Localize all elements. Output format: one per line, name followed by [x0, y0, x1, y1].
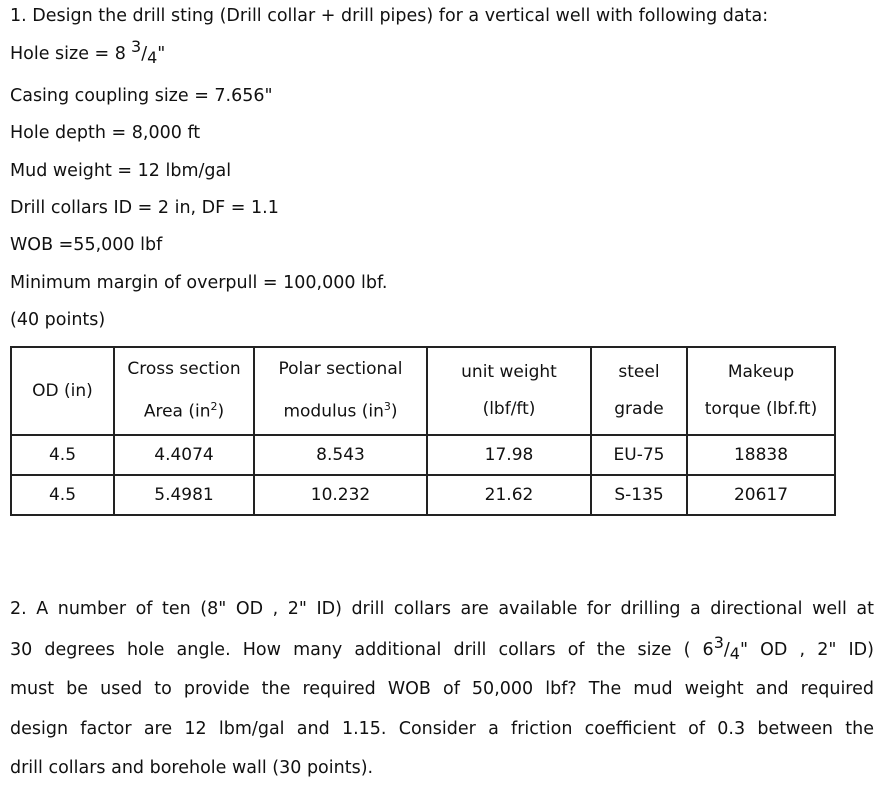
q2-line-2: 30 degrees hole angle. How many additional drill collars of the size ( 63/4" OD , 2" ID) — [10, 632, 874, 663]
table-row — [11, 435, 835, 475]
header-steel-grade: steel grade — [591, 347, 687, 435]
cell-modulus: 10.232 — [254, 475, 427, 515]
q2-line-5: drill collars and borehole wall (30 points). — [10, 758, 374, 778]
hole-size-frac-den: 4 — [147, 48, 158, 67]
cell-grade: S-135 — [591, 475, 687, 515]
header-unit-weight: unit weight (lbf/ft) — [427, 347, 591, 435]
hole-size-label: Hole size = 8 — [10, 44, 126, 64]
mud-weight: Mud weight = 12 lbm/gal — [10, 161, 232, 181]
q2-line-3: must be used to provide the required WOB of 50,000 lbf? The mud weight and required — [10, 679, 874, 699]
hole-size-frac-num: 3 — [131, 37, 142, 56]
header-makeup-torque: Makeup torque (lbf.ft) — [687, 347, 835, 435]
cell-area: 5.4981 — [114, 475, 254, 515]
cell-grade: EU-75 — [591, 435, 687, 475]
pipe-table — [10, 346, 836, 516]
cell-od: 4.5 — [11, 435, 114, 475]
header-cross-section: Cross section Area $(in^2)$ — [114, 347, 254, 435]
table-header-row — [11, 347, 835, 435]
hole-depth: Hole depth = 8,000 ft — [10, 123, 201, 143]
cell-od: 4.5 — [11, 475, 114, 515]
cell-area: 4.4074 — [114, 435, 254, 475]
hole-size — [10, 37, 166, 67]
drill-collars: Drill collars ID = 2 in, DF = 1.1 — [10, 198, 279, 218]
wob: WOB =55,000 lbf — [10, 235, 163, 255]
header-polar-modulus: Polar sectional modulus $(in^3)$ — [254, 347, 427, 435]
q2-line-1: 2. A number of ten (8" OD , 2" ID) drill collars are available for drilling a directional well at — [10, 599, 874, 619]
frac-slash: / — [141, 44, 148, 64]
q1-points: (40 points) — [10, 310, 106, 330]
q2-line-4: design factor are 12 lbm/gal and 1.15. Consider a friction coefficient of 0.3 between the — [10, 718, 874, 739]
cell-torque: 18838 — [687, 435, 835, 475]
overpull: Minimum margin of overpull = 100,000 lbf. — [10, 273, 388, 293]
hole-size-unit: " — [157, 44, 166, 64]
cell-torque: 20617 — [687, 475, 835, 515]
q1-title: 1. Design the drill sting (Drill collar + drill pipes) for a vertical well with following data: — [10, 6, 769, 26]
cell-unit-weight: 17.98 — [427, 435, 591, 475]
cell-modulus: 8.543 — [254, 435, 427, 475]
cell-unit-weight: 21.62 — [427, 475, 591, 515]
table-row — [11, 475, 835, 515]
casing-size: Casing coupling size = 7.656" — [10, 86, 273, 106]
question-2 — [10, 590, 874, 789]
header-od: OD (in) — [11, 347, 114, 435]
